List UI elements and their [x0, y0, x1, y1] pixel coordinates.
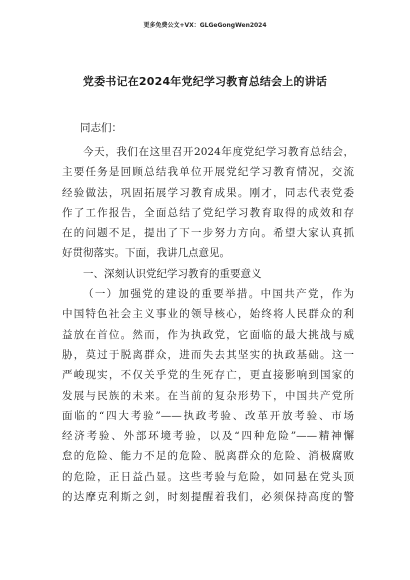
body-line: 的危险，正日益凸显。这些考验与危险，如同悬在党头顶 — [62, 470, 354, 483]
body-line: 严峻现实，不仅关乎党的生死存亡，更直接影响到国家的 — [62, 369, 354, 382]
subsection-heading-line: （一）加强党的建设的重要举措。中国共产党，作为 — [83, 288, 354, 301]
body-line: 今天，我们在这里召开2024年度党纪学习教育总结会， — [83, 146, 354, 158]
document-body — [62, 142, 354, 507]
body-line: 经济考验、外部环境考验，以及“四种危险”——精神懈 — [62, 430, 354, 443]
body-line: 发展与民族的未来。在当前的复杂形势下，中国共产党所 — [62, 389, 354, 402]
body-line: 面临的“四大考验”——执政考验、改革开放考验、市场 — [62, 409, 354, 422]
body-line: 主要任务是回顾总结我单位开展党纪学习教育情况，交流 — [62, 166, 354, 179]
body-line: 中国特色社会主义事业的领导核心，始终将人民群众的利 — [62, 308, 354, 321]
header-note: 更多免费公文+VX：GLGeGongWen2024 — [143, 22, 267, 29]
body-line: 怠的危险、能力不足的危险、脱离群众的危险、消极腐败 — [62, 450, 354, 463]
document-title: 党委书记在2024年党纪学习教育总结会上的讲话 — [82, 75, 328, 88]
body-line: 的达摩克利斯之剑，时刻提醒着我们，必须保持高度的警 — [62, 491, 354, 504]
salutation: 同志们： — [80, 122, 122, 134]
section-heading: 一、深刻认识党纪学习教育的重要意义 — [83, 267, 262, 280]
body-line: 胁，莫过于脱离群众，进而失去其坚实的执政基础。这一 — [62, 348, 354, 361]
body-line: 好贯彻落实。下面，我讲几点意见。 — [62, 247, 230, 260]
body-line: 益放在首位。然而，作为执政党，它面临的最大挑战与威 — [62, 328, 354, 341]
body-line: 经验做法，巩固拓展学习教育成果。刚才，同志代表党委 — [62, 186, 354, 199]
body-line: 作了工作报告，全面总结了党纪学习教育取得的成效和存 — [62, 206, 354, 219]
body-line: 在的问题不足，提出了下一步努力方向。希望大家认真抓 — [62, 227, 354, 240]
